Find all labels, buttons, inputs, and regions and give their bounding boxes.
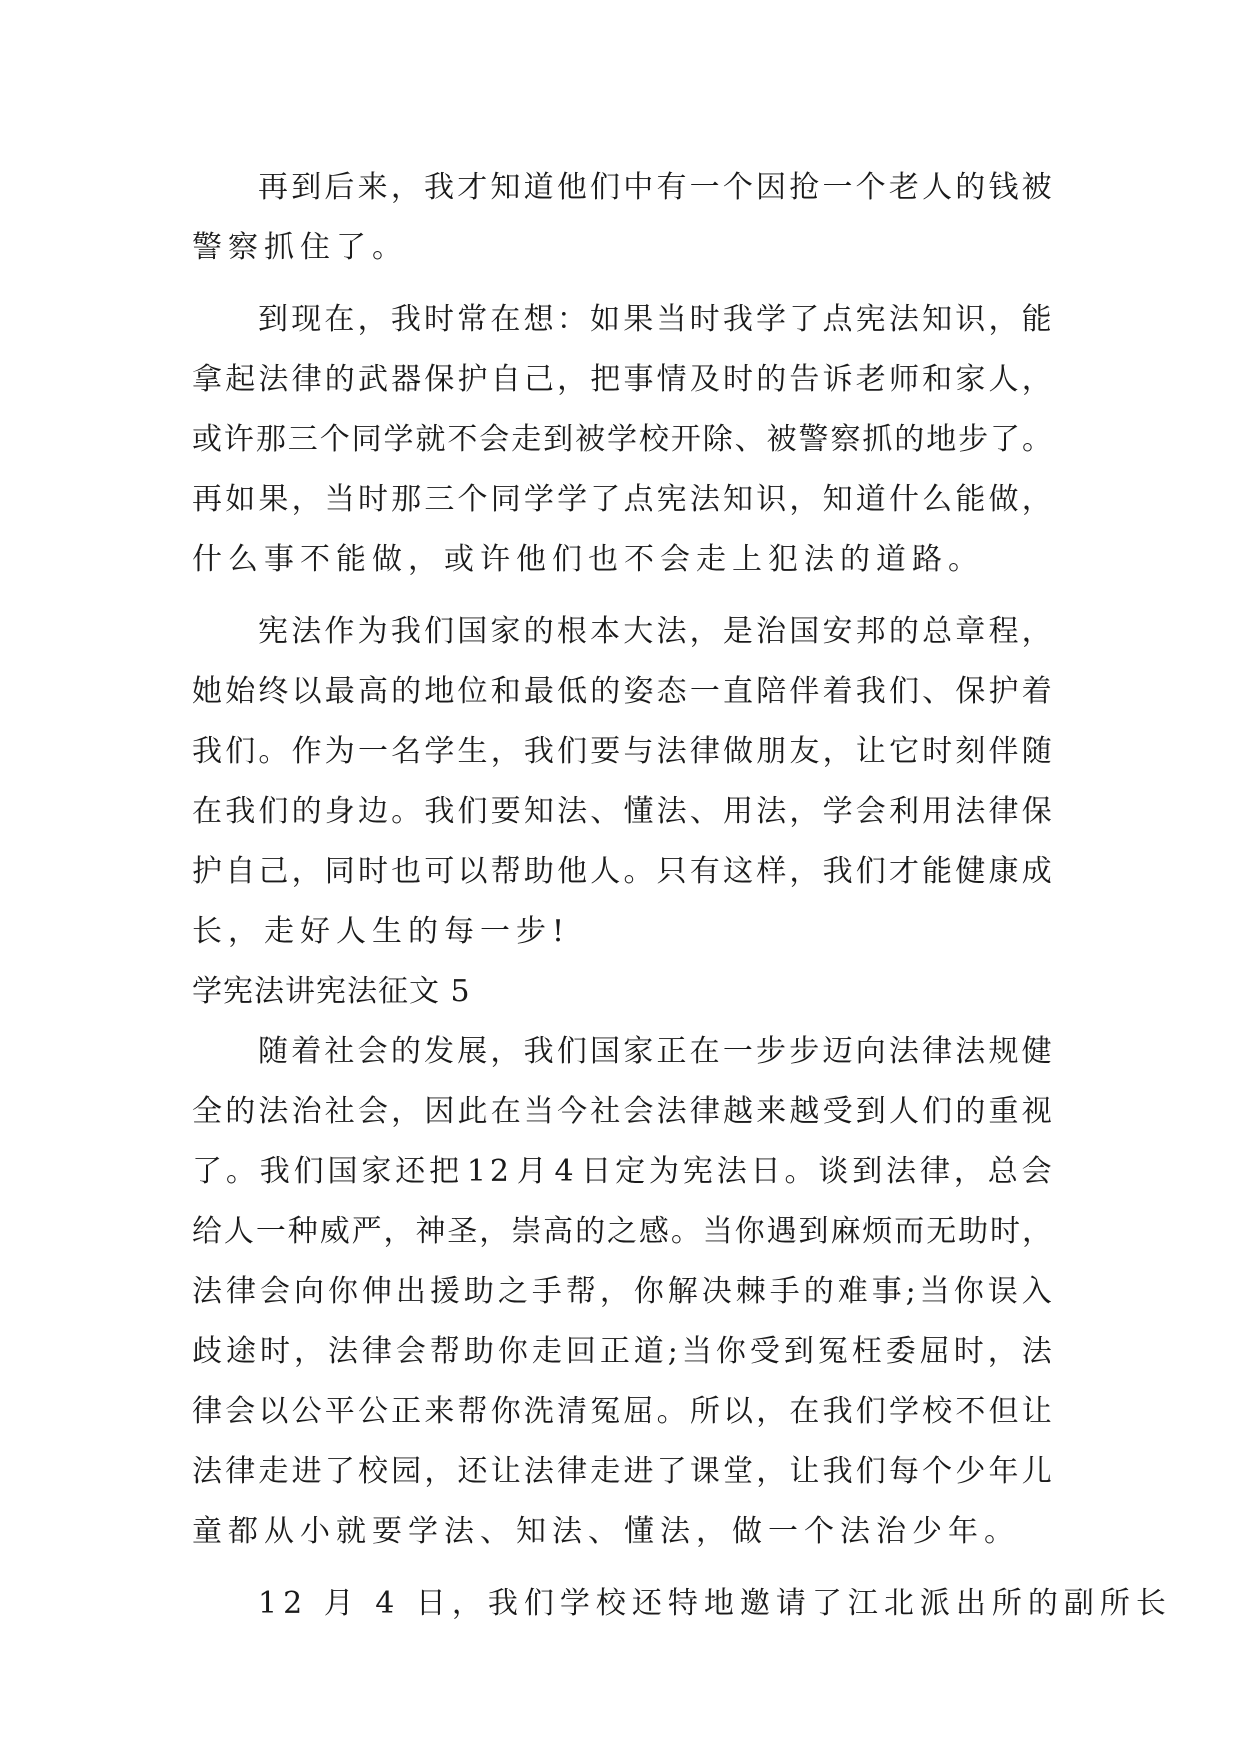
text-line: 再 到 后 来 ， 我 才 知 道 他 们 中 有 一 个 因 抢 一 个 老 人 的 钱 被 [258, 170, 1052, 205]
text-line: 她 始 终 以 最 高 的 地 位 和 最 低 的 姿 态 一 直 陪 伴 着 我 们 、 保 护 着 [192, 674, 1052, 709]
text-line: 全 的 法 治 社 会 ， 因 此 在 当 今 社 会 法 律 越 来 越 受 到 人 们 的 重 视 [192, 1094, 1052, 1129]
text-line: 童都从小就要学法、知法、懂法，做一个法治少年。 [192, 1514, 1020, 1549]
text-line: 法 律 走 进 了 校 园 ， 还 让 法 律 走 进 了 课 堂 ， 让 我 们 每 个 少 年 儿 [192, 1454, 1052, 1489]
text-line: 歧 途 时 ， 法 律 会 帮 助 你 走 回 正 道 ; 当 你 受 到 冤 枉 委 屈 时 ， 法 [192, 1334, 1052, 1369]
text-line: 12 月 4 日，我们学校还特地邀请了江北派出所的副所长 [258, 1586, 1172, 1621]
text-line: 法 律 会 向 你 伸 出 援 助 之 手 帮 ， 你 解 决 棘 手 的 难 事 ; 当 你 误 入 [192, 1274, 1052, 1309]
text-line: 拿 起 法 律 的 武 器 保 护 自 己 ， 把 事 情 及 时 的 告 诉 老 师 和 家 人 ， [192, 362, 1052, 397]
paragraph-5 [192, 1574, 1172, 1634]
text-line: 宪 法 作 为 我 们 国 家 的 根 本 大 法 ， 是 治 国 安 邦 的 总 章 程 ， [258, 614, 1052, 649]
text-line: 给 人 一 种 威 严 ， 神 圣 ， 崇 高 的 之 感 。 当 你 遇 到 麻 烦 而 无 助 时 ， [192, 1214, 1052, 1249]
text-line: 我 们 。 作 为 一 名 学 生 ， 我 们 要 与 法 律 做 朋 友 ， 让 它 时 刻 伴 随 [192, 734, 1052, 769]
text-line: 了 。 我 们 国 家 还 把 1 2 月 4 日 定 为 宪 法 日 。 谈 到 法 律 ， 总 会 [192, 1154, 1052, 1189]
paragraph-1 [192, 158, 1052, 278]
paragraph-3 [192, 602, 1052, 962]
text-line: 长，走好人生的每一步! [192, 914, 571, 949]
section-heading: 学宪法讲宪法征文 5 [192, 974, 471, 1009]
text-line: 到 现 在 ， 我 时 常 在 想 ： 如 果 当 时 我 学 了 点 宪 法 知 识 ， 能 [258, 302, 1052, 337]
text-line: 随 着 社 会 的 发 展 ， 我 们 国 家 正 在 一 步 步 迈 向 法 律 法 规 健 [258, 1034, 1052, 1069]
text-line: 警察抓住了。 [192, 230, 408, 265]
text-line: 在 我 们 的 身 边 。 我 们 要 知 法 、 懂 法 、 用 法 ， 学 会 利 用 法 律 保 [192, 794, 1052, 829]
document-body [192, 158, 1172, 1634]
text-line: 什么事不能做，或许他们也不会走上犯法的道路。 [192, 542, 984, 577]
text-line: 护 自 己 ， 同 时 也 可 以 帮 助 他 人 。 只 有 这 样 ， 我 们 才 能 健 康 成 [192, 854, 1052, 889]
text-line: 律 会 以 公 平 公 正 来 帮 你 洗 清 冤 屈 。 所 以 ， 在 我 们 学 校 不 但 让 [192, 1394, 1052, 1429]
paragraph-4 [192, 1022, 1052, 1562]
text-line: 或 许 那 三 个 同 学 就 不 会 走 到 被 学 校 开 除 、 被 警 察 抓 的 地 步 了 。 [192, 422, 1052, 457]
paragraph-2 [192, 290, 1052, 590]
text-line: 再 如 果 ， 当 时 那 三 个 同 学 学 了 点 宪 法 知 识 ， 知 道 什 么 能 做 ， [192, 482, 1052, 517]
